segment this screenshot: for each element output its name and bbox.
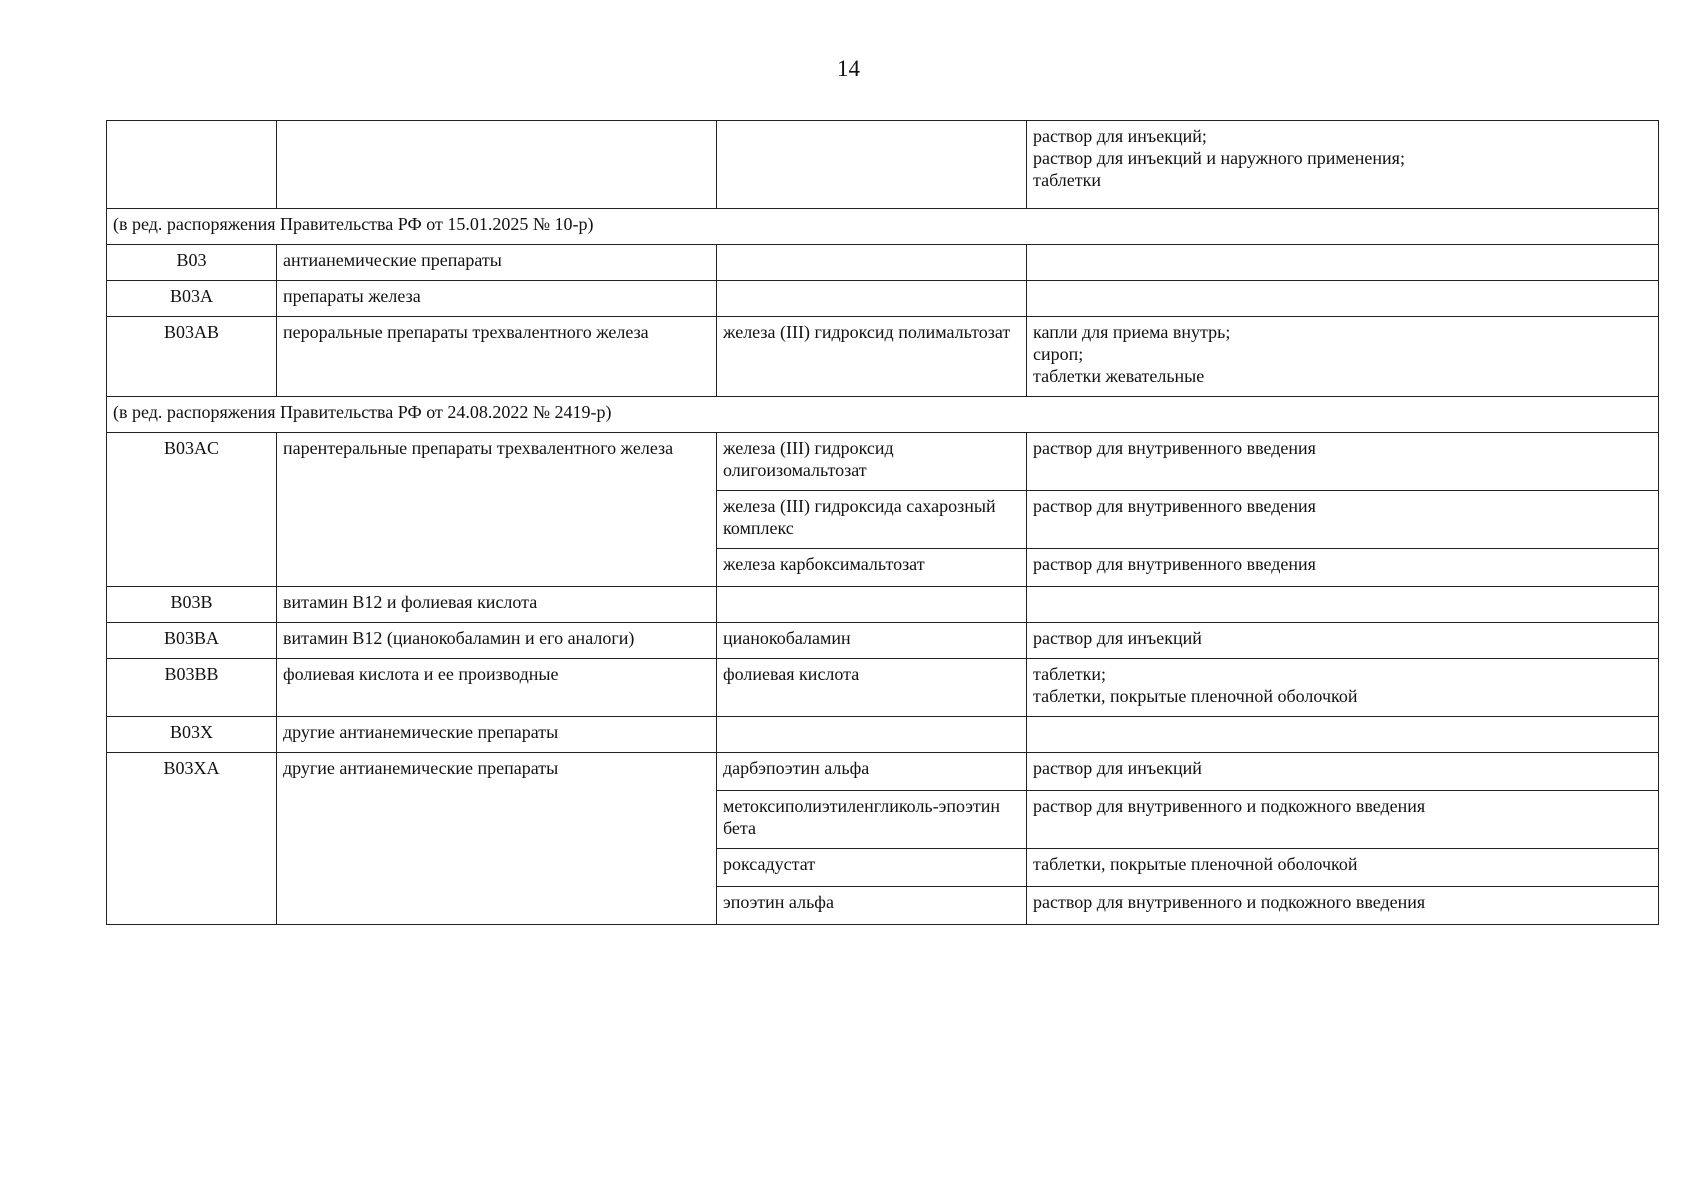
- drug-name: роксадустат: [717, 849, 1027, 887]
- anatomical-therapeutic-group: [277, 121, 717, 209]
- atc-code: B03X: [107, 717, 277, 753]
- table-row: [107, 121, 1659, 209]
- page-number: 14: [837, 56, 860, 81]
- anatomical-therapeutic-group: антианемические препараты: [277, 245, 717, 281]
- anatomical-therapeutic-group: пероральные препараты трехвалентного железа: [277, 317, 717, 397]
- dosage-forms-cell: [1027, 659, 1659, 717]
- dosage-form-line: раствор для внутривенного введения: [1033, 496, 1316, 516]
- amendment-note-row: [107, 209, 1659, 245]
- atc-code: B03: [107, 245, 277, 281]
- drug-name: метоксиполиэтиленгликоль-эпоэтин бета: [717, 791, 1027, 849]
- table-row: [107, 717, 1659, 753]
- dosage-form-line: раствор для внутривенного введения: [1033, 554, 1316, 574]
- dosage-form-line: раствор для инъекций;: [1033, 126, 1207, 146]
- drug-name: железа (III) гидроксида сахарозный комплекс: [717, 491, 1027, 549]
- atc-code: B03BB: [107, 659, 277, 717]
- dosage-forms-cell: [1027, 753, 1659, 791]
- dosage-form-line: капли для приема внутрь;: [1033, 322, 1231, 342]
- dosage-form-line: раствор для внутривенного введения: [1033, 438, 1316, 458]
- table-row: [107, 587, 1659, 623]
- drug-name: [717, 121, 1027, 209]
- dosage-form-line: таблетки, покрытые пленочной оболочкой: [1033, 686, 1358, 706]
- dosage-forms-cell: [1027, 121, 1659, 209]
- dosage-form-line: раствор для инъекций: [1033, 628, 1202, 648]
- dosage-form-line: таблетки;: [1033, 664, 1107, 684]
- amendment-note: (в ред. распоряжения Правительства РФ от 24.08.2022 № 2419-р): [107, 397, 1659, 433]
- table-row: [107, 281, 1659, 317]
- dosage-form-line: раствор для внутривенного и подкожного введения: [1033, 892, 1426, 912]
- anatomical-therapeutic-group: другие антианемические препараты: [277, 753, 717, 925]
- dosage-forms-cell: [1027, 623, 1659, 659]
- anatomical-therapeutic-group: другие антианемические препараты: [277, 717, 717, 753]
- table-row: [107, 317, 1659, 397]
- dosage-forms-cell: [1027, 433, 1659, 491]
- dosage-form-line: таблетки: [1033, 170, 1102, 190]
- amendment-note: (в ред. распоряжения Правительства РФ от 15.01.2025 № 10-р): [107, 209, 1659, 245]
- table-row: [107, 433, 1659, 491]
- drug-name: [717, 245, 1027, 281]
- table-row: [107, 245, 1659, 281]
- atc-code: [107, 121, 277, 209]
- dosage-forms-cell: [1027, 317, 1659, 397]
- drug-table: [106, 120, 1659, 925]
- dosage-form-line: таблетки жевательные: [1033, 366, 1205, 386]
- table-body: [107, 121, 1659, 925]
- dosage-forms-cell: [1027, 887, 1659, 925]
- anatomical-therapeutic-group: витамин B12 и фолиевая кислота: [277, 587, 717, 623]
- anatomical-therapeutic-group: препараты железа: [277, 281, 717, 317]
- drug-name: [717, 587, 1027, 623]
- table-row: [107, 623, 1659, 659]
- table-row: [107, 753, 1659, 791]
- dosage-forms-cell: [1027, 717, 1659, 753]
- dosage-form-line: раствор для инъекций и наружного применения;: [1033, 148, 1405, 168]
- drug-name: эпоэтин альфа: [717, 887, 1027, 925]
- dosage-form-line: таблетки, покрытые пленочной оболочкой: [1033, 854, 1358, 874]
- atc-code: B03A: [107, 281, 277, 317]
- dosage-forms-cell: [1027, 791, 1659, 849]
- atc-code: B03AB: [107, 317, 277, 397]
- atc-code: B03BA: [107, 623, 277, 659]
- drug-name: [717, 717, 1027, 753]
- drug-name: железа (III) гидроксид полимальтозат: [717, 317, 1027, 397]
- dosage-form-line: раствор для внутривенного и подкожного введения: [1033, 796, 1426, 816]
- anatomical-therapeutic-group: фолиевая кислота и ее производные: [277, 659, 717, 717]
- amendment-note-row: [107, 397, 1659, 433]
- dosage-forms-cell: [1027, 549, 1659, 587]
- drug-name: железа (III) гидроксид олигоизомальтозат: [717, 433, 1027, 491]
- atc-code: B03B: [107, 587, 277, 623]
- dosage-form-line: сироп;: [1033, 344, 1084, 364]
- atc-code: B03AC: [107, 433, 277, 587]
- drug-name: дарбэпоэтин альфа: [717, 753, 1027, 791]
- dosage-forms-cell: [1027, 281, 1659, 317]
- dosage-forms-cell: [1027, 849, 1659, 887]
- atc-code: B03XA: [107, 753, 277, 925]
- anatomical-therapeutic-group: витамин B12 (цианокобаламин и его аналоги): [277, 623, 717, 659]
- drug-name: фолиевая кислота: [717, 659, 1027, 717]
- drug-name: железа карбоксимальтозат: [717, 549, 1027, 587]
- anatomical-therapeutic-group: парентеральные препараты трехвалентного железа: [277, 433, 717, 587]
- dosage-forms-cell: [1027, 491, 1659, 549]
- dosage-forms-cell: [1027, 587, 1659, 623]
- dosage-forms-cell: [1027, 245, 1659, 281]
- drug-name: [717, 281, 1027, 317]
- dosage-form-line: раствор для инъекций: [1033, 758, 1202, 778]
- table-row: [107, 659, 1659, 717]
- drug-name: цианокобаламин: [717, 623, 1027, 659]
